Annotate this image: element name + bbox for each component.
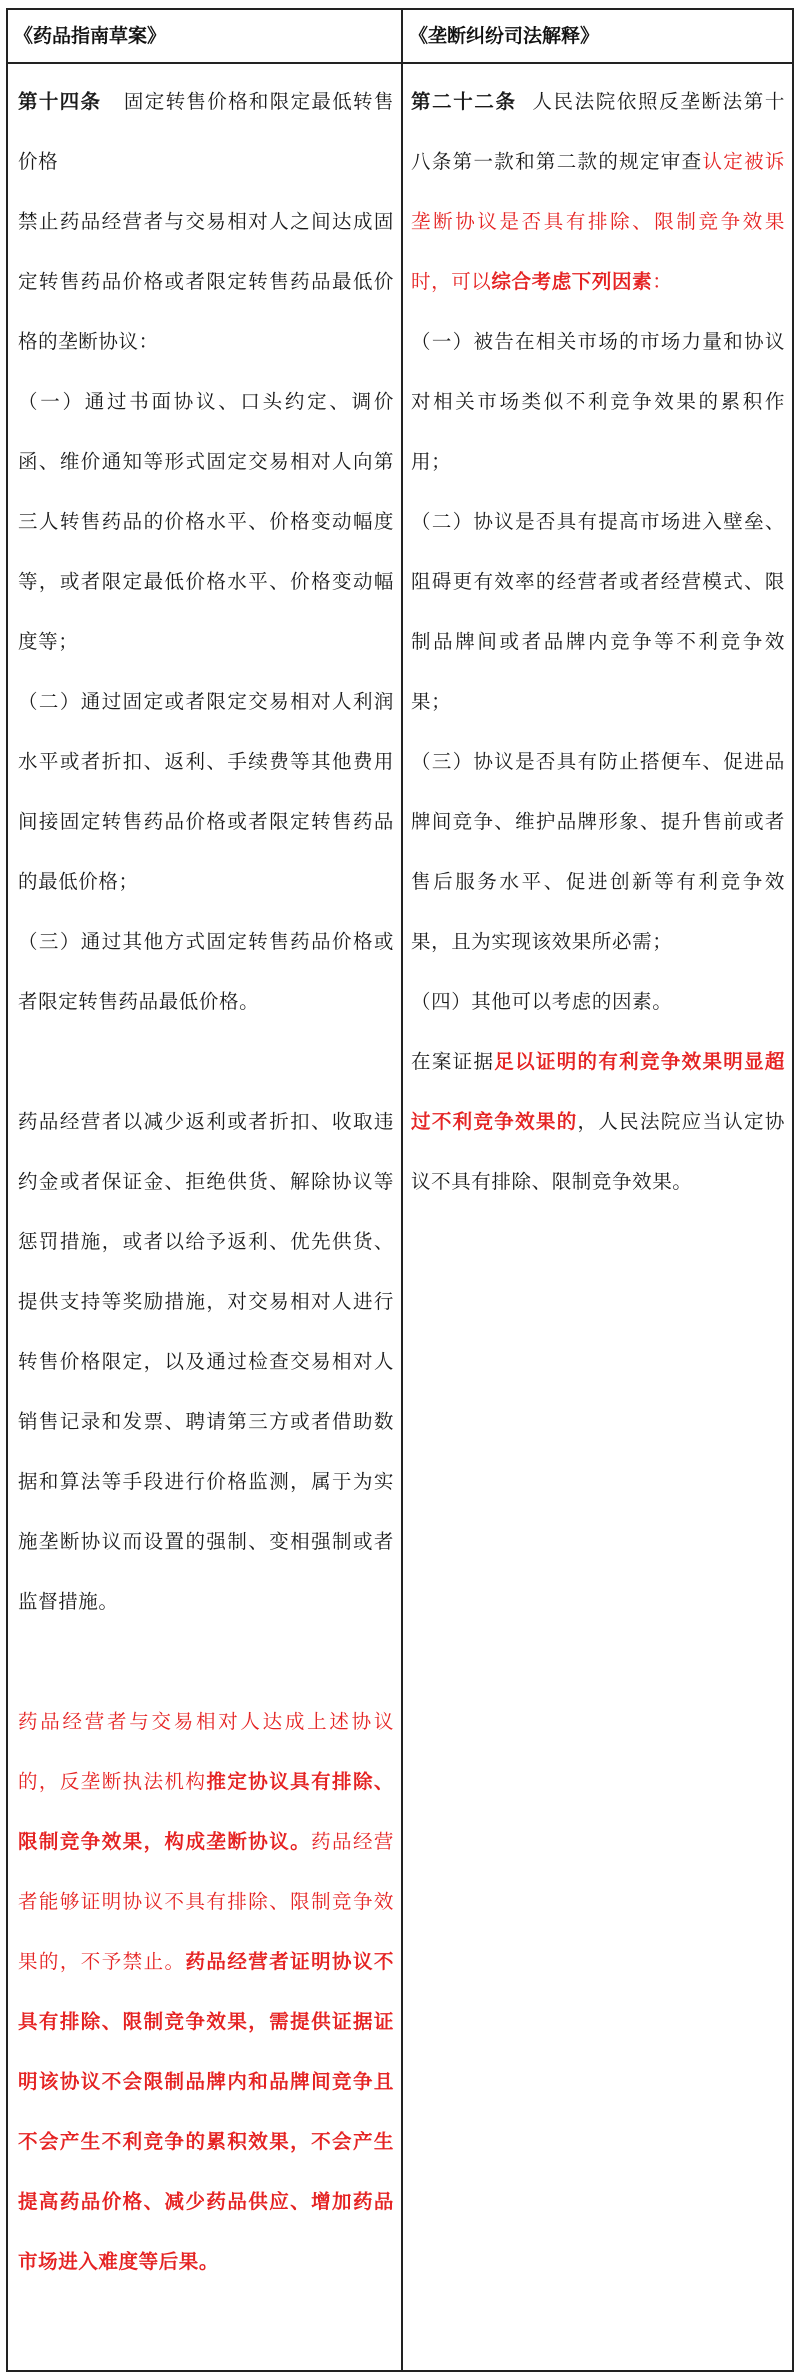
left-item-3: （三）通过其他方式固定转售药品价格或者限定转售药品最低价格。 bbox=[18, 930, 394, 1013]
right-intro-plain: 人民法院依照反垄断法第十八条第一款和第二款的规定审查 bbox=[411, 90, 785, 173]
left-article-number: 第十四条 bbox=[18, 90, 102, 113]
left-intro: 禁止药品经营者与交易相对人之间达成固定转售药品价格或者限定转售药品最低价格的垄断协议： bbox=[18, 210, 394, 353]
left-column-header: 《药品指南草案》 bbox=[14, 25, 167, 47]
right-intro bbox=[411, 72, 785, 312]
left-red-bold-1: 推定协议具有排除、限制竞争效果，构成垄断协议。 bbox=[18, 1770, 394, 1853]
right-item-4: （四）其他可以考虑的因素。 bbox=[411, 990, 673, 1013]
left-paragraph-2: 药品经营者以减少返利或者折扣、收取违约金或者保证金、拒绝供货、解除协议等惩罚措施，或者以给予返利、优先供货、提供支持等奖励措施，对交易相对人进行转售价格限定，以及通过检查交易相对人销售记录和发票、聘请第三方或者借助数据和算法等手段进行价格监测，属于为实施垄断协议而设置的强制、变相强制或者监督措施。 bbox=[18, 1110, 394, 1613]
left-red-text-2: 药品经营者能够证明协议不具有排除、限制竞争效果的，不予禁止。 bbox=[18, 1830, 394, 1973]
table-header-row bbox=[8, 10, 792, 64]
spacer bbox=[18, 1632, 394, 1692]
left-red-paragraph bbox=[18, 1692, 394, 2292]
right-item-2: （二）协议是否具有提高市场进入壁垒、阻碍更有效率的经营者或者经营模式、限制品牌间或者品牌内竞争等不利竞争效果； bbox=[411, 510, 785, 713]
left-column-content bbox=[18, 72, 394, 2292]
comparison-table bbox=[6, 8, 794, 2372]
column-divider bbox=[401, 10, 403, 2370]
right-item-3: （三）协议是否具有防止搭便车、促进品牌间竞争、维护品牌形象、提升售前或者售后服务水平、促进创新等有利竞争效果，且为实现该效果所必需； bbox=[411, 750, 785, 953]
left-red-bold-2: 药品经营者证明协议不具有排除、限制竞争效果，需提供证据证明该协议不会限制品牌内和品牌间竞争且不会产生不利竞争的累积效果，不会产生提高药品价格、减少药品供应、增加药品市场进入难度等后果。 bbox=[18, 1950, 394, 2273]
left-red-text-1: 药品经营者与交易相对人达成上述协议的，反垄断执法机构 bbox=[18, 1710, 394, 1793]
right-intro-red: 认定被诉垄断协议是否具有排除、限制竞争效果时，可以 bbox=[411, 150, 785, 293]
left-item-1: （一）通过书面协议、口头约定、调价函、维价通知等形式固定交易相对人向第三人转售药品的价格水平、价格变动幅度等，或者限定最低价格水平、价格变动幅度等； bbox=[18, 390, 394, 653]
right-conclusion-red-bold: 足以证明的有利竞争效果明显超过不利竞争效果的 bbox=[411, 1050, 786, 1133]
spacer bbox=[18, 1032, 394, 1092]
right-conclusion-plain-1: 在案证据 bbox=[411, 1050, 495, 1073]
left-item-2: （二）通过固定或者限定交易相对人利润水平或者折扣、返利、手续费等其他费用间接固定转售药品价格或者限定转售药品的最低价格； bbox=[18, 690, 394, 893]
left-article-heading bbox=[18, 72, 394, 192]
right-conclusion-plain-2: ，人民法院应当认定协议不具有排除、限制竞争效果。 bbox=[411, 1110, 785, 1193]
right-column-content bbox=[411, 72, 785, 1212]
right-column-header: 《垄断纠纷司法解释》 bbox=[409, 25, 600, 47]
right-item-1: （一）被告在相关市场的市场力量和协议对相关市场类似不利竞争效果的累积作用； bbox=[411, 330, 785, 473]
right-intro-end: ： bbox=[652, 270, 673, 293]
right-article-number: 第二十二条 bbox=[411, 90, 517, 113]
right-conclusion bbox=[411, 1032, 785, 1212]
left-article-title: 固定转售价格和限定最低转售价格 bbox=[18, 90, 394, 173]
right-intro-red-bold: 综合考虑下列因素 bbox=[491, 270, 653, 293]
